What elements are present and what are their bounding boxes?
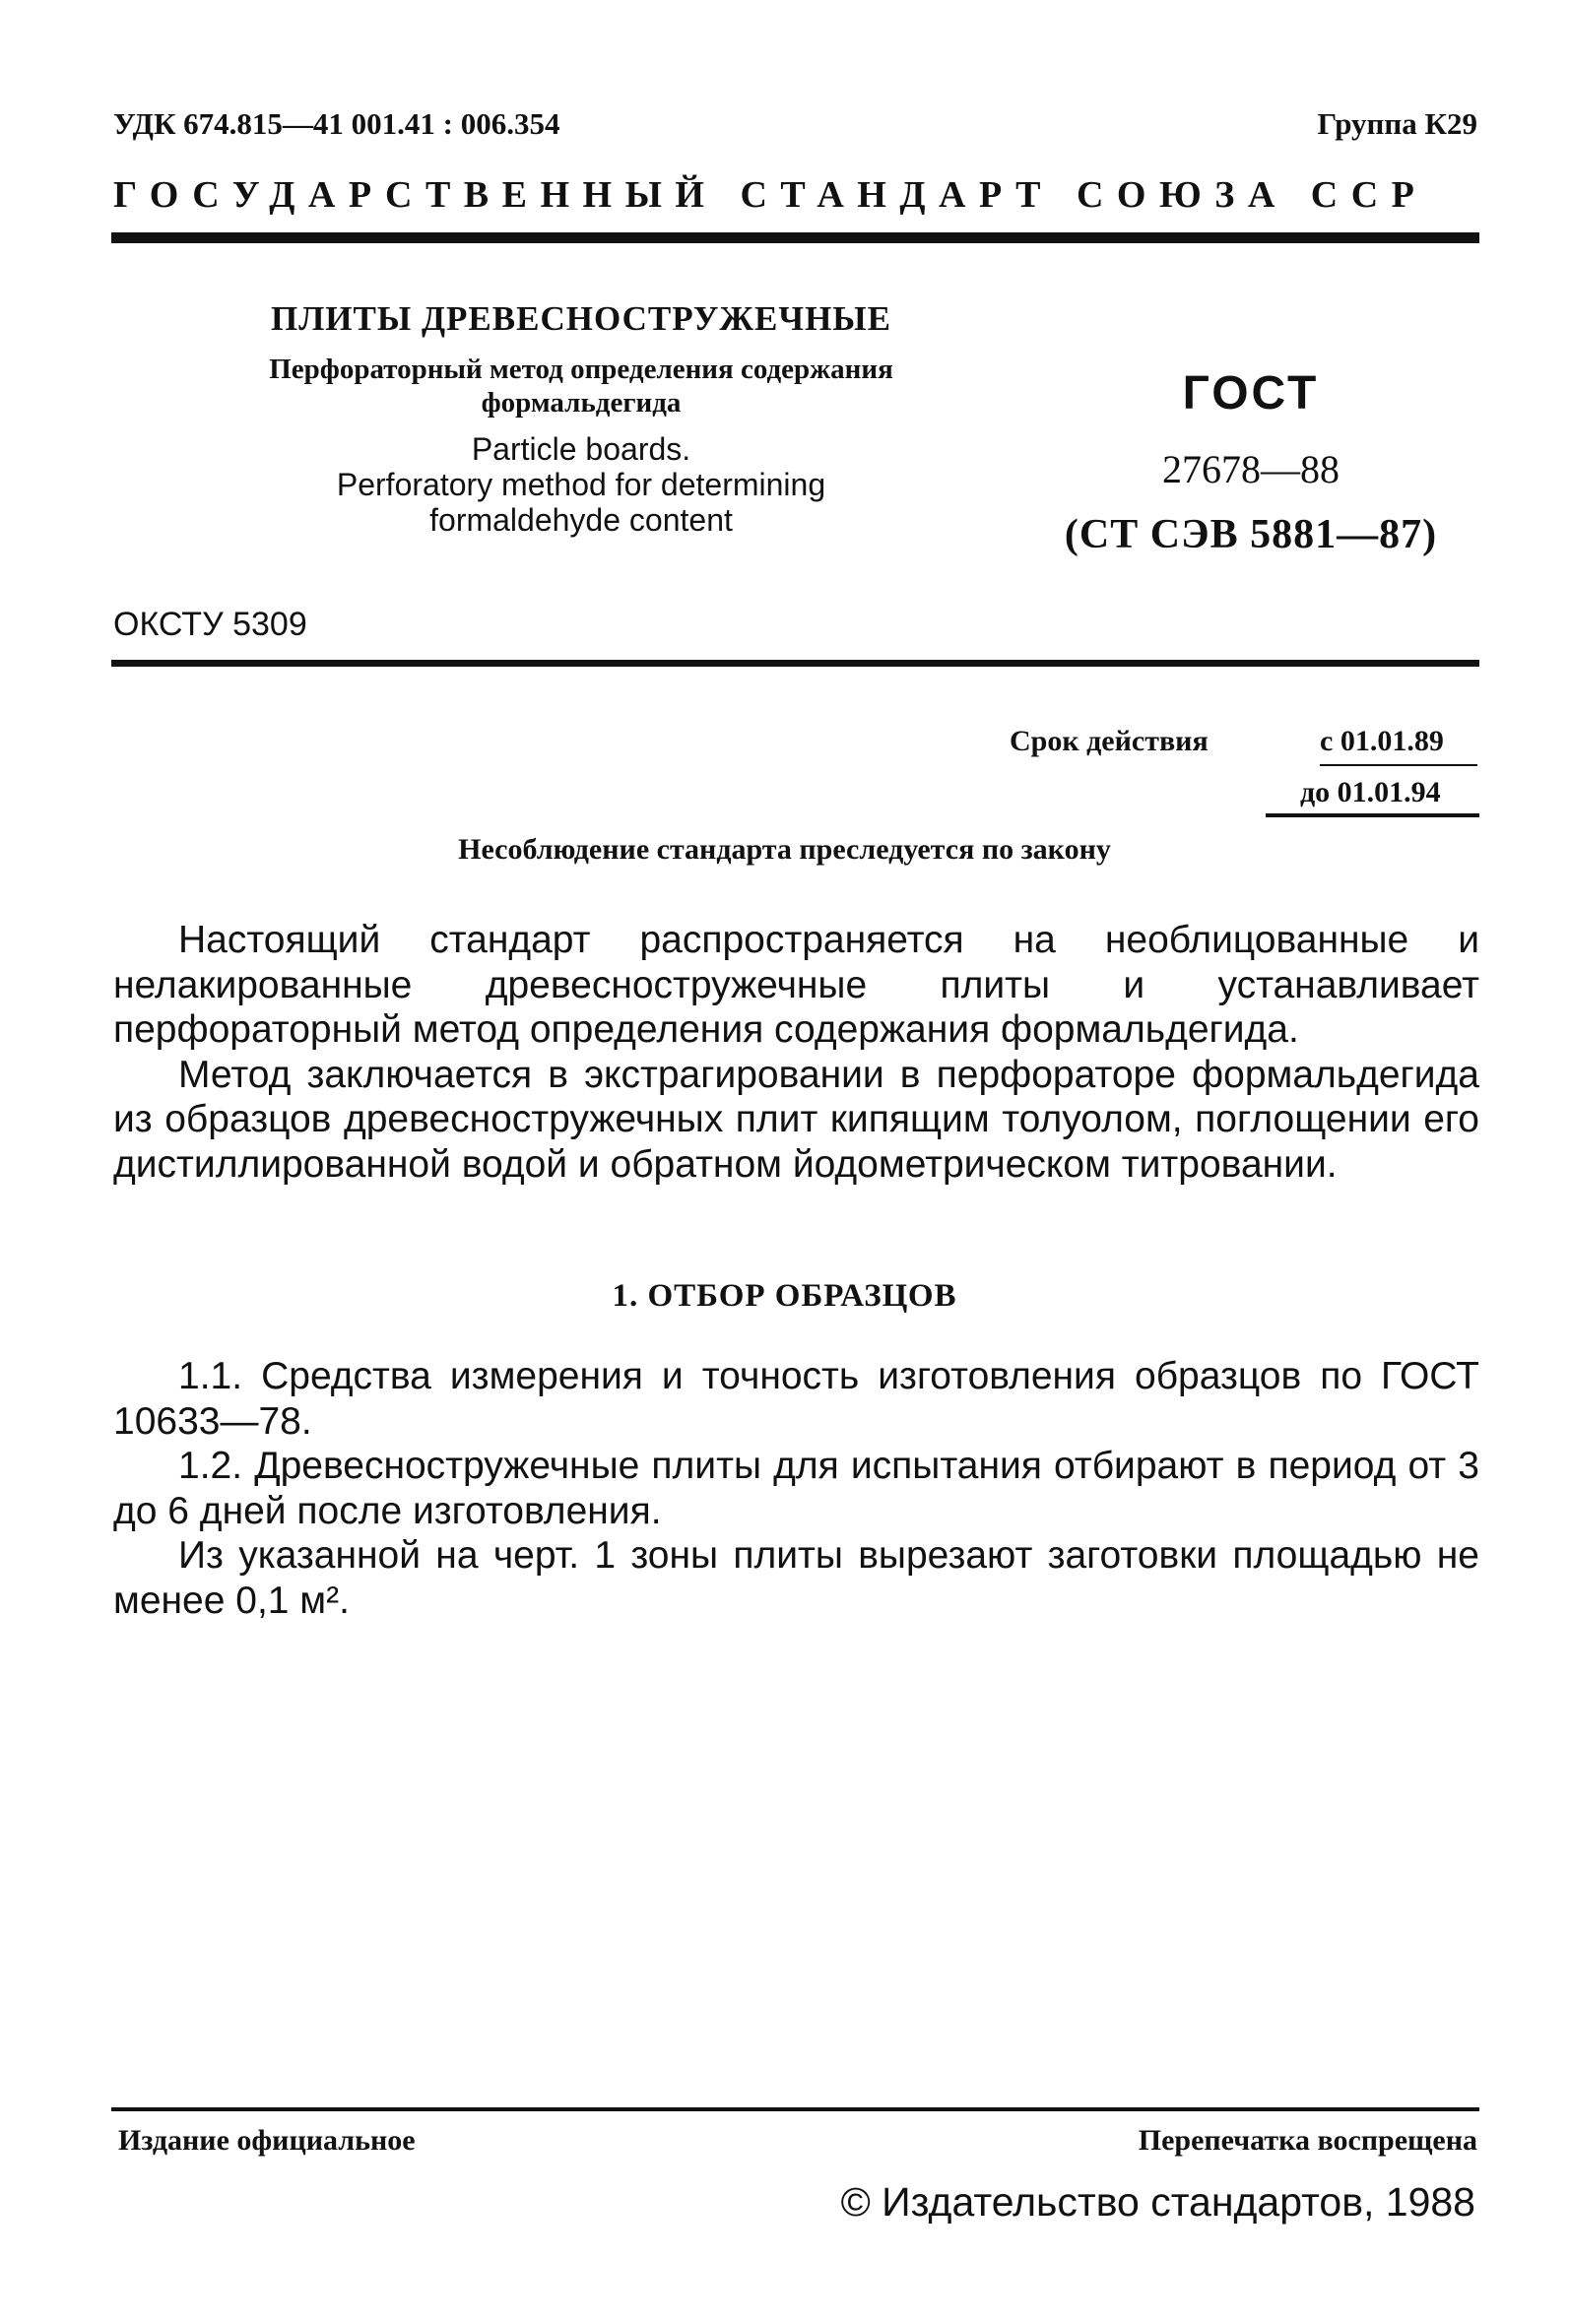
title-block — [158, 295, 1005, 538]
udk-code: УДК 674.815—41 001.41 : 006.354 — [113, 106, 560, 141]
section-paragraph-2: 1.2. Древесностружечные плиты для испытания отбирают в период от 3 до 6 дней после изготовления. — [113, 1445, 1479, 1532]
title-subtitle-line1: Перфораторный метод определения содержания — [269, 354, 893, 385]
header-rule — [111, 232, 1479, 243]
reprint-prohibited-label: Перепечатка воспрещена — [1138, 2124, 1477, 2157]
section-paragraph-1: 1.1. Средства измерения и точность изготовления образцов по ГОСТ 10633—78. — [113, 1355, 1479, 1443]
validity-label: Срок действия — [1010, 725, 1209, 757]
official-edition-label: Издание официальное — [118, 2124, 416, 2157]
intro-text — [113, 918, 1479, 1187]
legal-notice: Несоблюдение стандарта преследуется по закону — [458, 833, 1111, 866]
copyright-line: © Издательство стандартов, 1988 — [840, 2179, 1475, 2225]
state-standard-banner: ГОСУДАРСТВЕННЫЙ СТАНДАРТ СОЮЗА ССР — [113, 174, 1428, 216]
oksu-code: ОКСТУ 5309 — [113, 606, 307, 643]
section-paragraph-3: Из указанной на черт. 1 зоны плиты вырезают заготовки площадью не менее 0,1 м². — [113, 1534, 1479, 1622]
intro-paragraph-2: Метод заключается в экстрагировании в перфораторе формальдегида из образцов древесностружечных плит кипящим толуолом, поглощении его дистиллированной водой и обратном йодометрическом титровании. — [113, 1053, 1479, 1186]
gost-number: 27678—88 — [1162, 447, 1340, 491]
sev-number: (СТ СЭВ 5881—87) — [1064, 512, 1438, 557]
title-english — [158, 431, 1005, 538]
gost-block — [1024, 364, 1477, 561]
title-main: ПЛИТЫ ДРЕВЕСНОСТРУЖЕЧНЫЕ — [270, 299, 892, 338]
title-subtitle-line2: формальдегида — [481, 387, 682, 419]
title-bottom-rule — [111, 660, 1479, 667]
title-subtitle — [158, 353, 1005, 420]
validity-to-underline — [1266, 813, 1479, 817]
gost-label: ГОСТ — [1182, 367, 1320, 420]
validity-from-underline — [1320, 764, 1477, 766]
validity-from: с 01.01.89 — [1320, 725, 1444, 757]
title-english-line2: Perforatory method for determining — [336, 467, 826, 502]
validity-to: до 01.01.94 — [1300, 776, 1441, 808]
footer-rule — [111, 2107, 1479, 2111]
section-heading: 1. ОТБОР ОБРАЗЦОВ — [612, 1278, 957, 1314]
section-text — [113, 1354, 1479, 1623]
group-code: Группа К29 — [1317, 106, 1477, 141]
title-english-line1: Particle boards. — [471, 431, 691, 467]
title-english-line3: formaldehyde content — [429, 502, 733, 538]
intro-paragraph-1: Настоящий стандарт распространяется на необлицованные и нелакированные древесностружечные плиты и устанавливает перфораторный метод определения содержания формальдегида. — [113, 919, 1479, 1051]
